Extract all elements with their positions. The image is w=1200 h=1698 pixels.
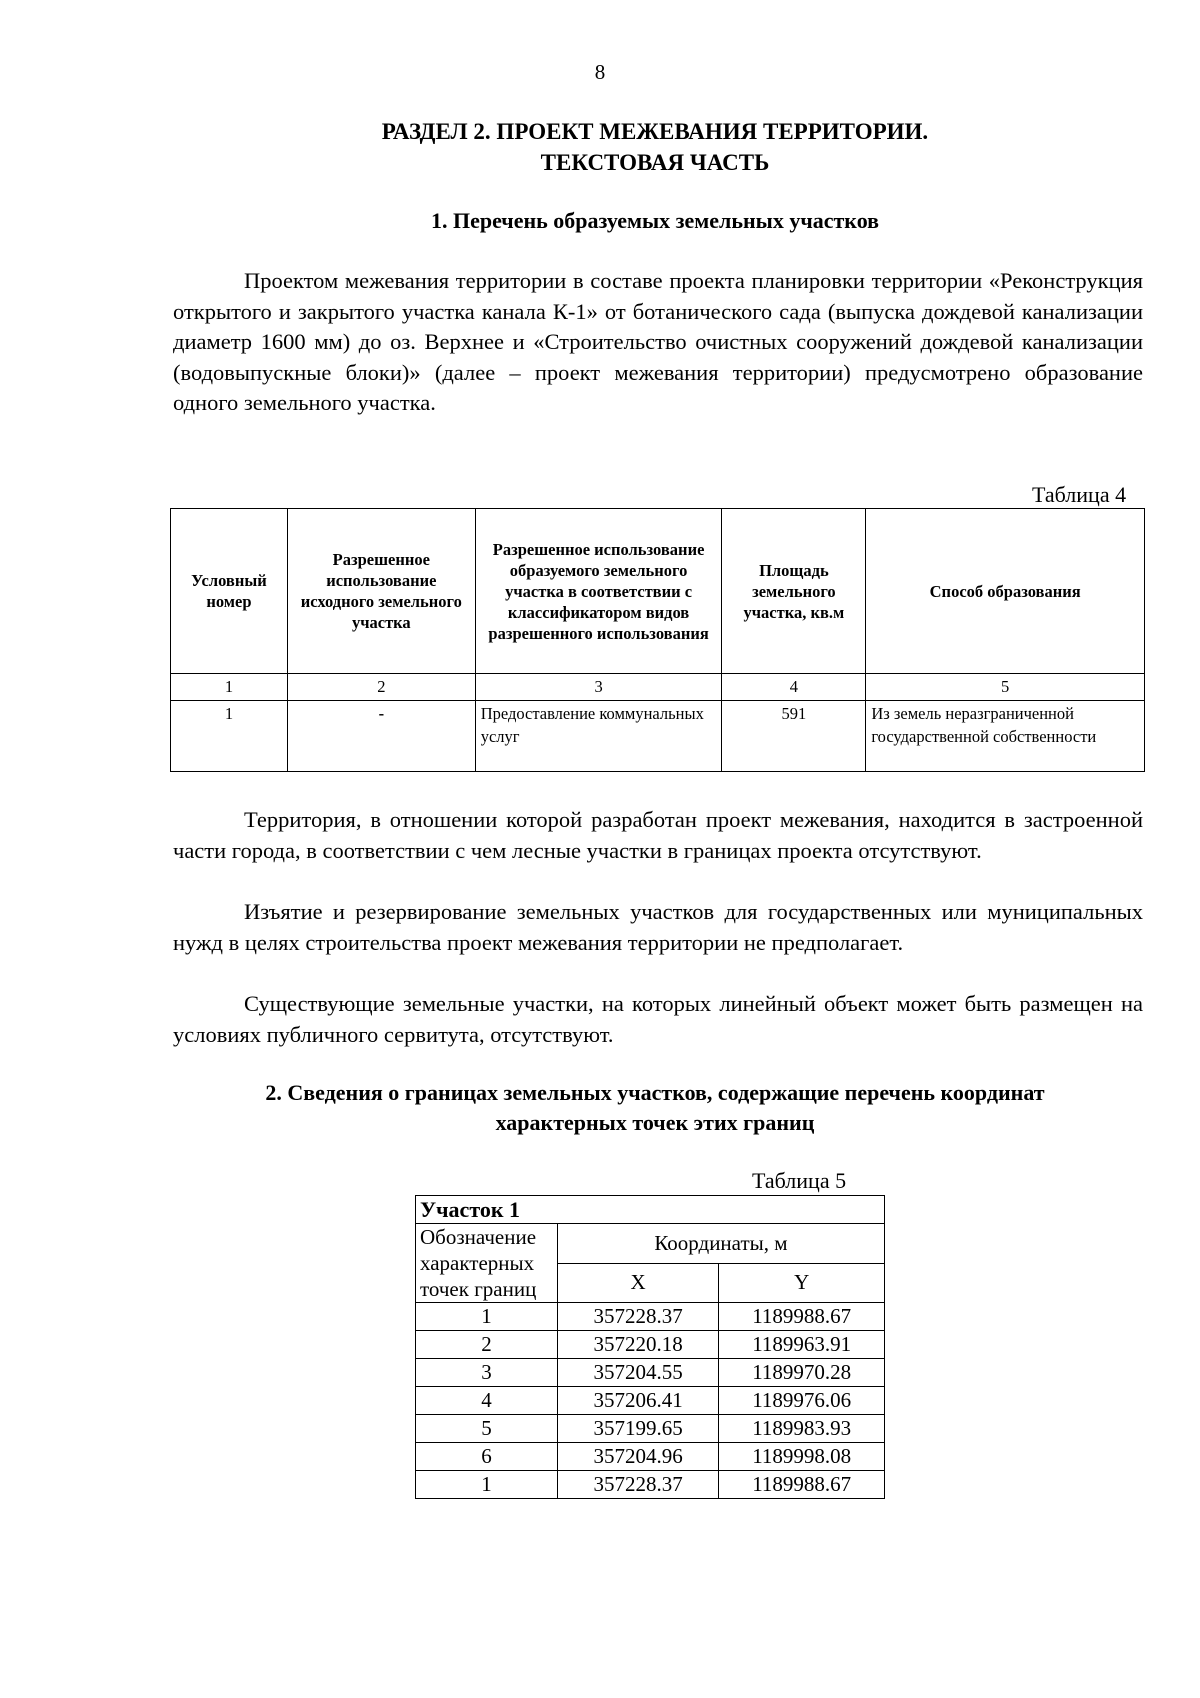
table5-y: 1189988.67 bbox=[719, 1471, 885, 1499]
table5-row bbox=[416, 1443, 885, 1471]
table5-plot-row bbox=[416, 1196, 885, 1224]
table5-y: 1189976.06 bbox=[719, 1387, 885, 1415]
table5-point: 6 bbox=[416, 1443, 558, 1471]
table5-point: 3 bbox=[416, 1359, 558, 1387]
table5-point: 1 bbox=[416, 1471, 558, 1499]
section-title-line2: ТЕКСТОВАЯ ЧАСТЬ bbox=[540, 150, 770, 175]
section-title bbox=[170, 116, 1140, 178]
table4-column-numbers-row bbox=[171, 674, 1145, 701]
table4-header-row bbox=[171, 509, 1145, 674]
table5-y: 1189970.28 bbox=[719, 1359, 885, 1387]
table5-y: 1189988.67 bbox=[719, 1303, 885, 1331]
table4 bbox=[170, 508, 1145, 772]
table4-cell-source-use: - bbox=[287, 701, 475, 772]
page-number: 8 bbox=[594, 60, 606, 84]
subsection2-title-line1: 2. Сведения о границах земельных участков, содержащие перечень координат bbox=[265, 1080, 1045, 1105]
table4-header-cell: Разрешенное использование исходного земельного участка bbox=[287, 509, 475, 674]
subsection2-title-line2: характерных точек этих границ bbox=[495, 1110, 815, 1135]
table5-point: 5 bbox=[416, 1415, 558, 1443]
table5-point-label-line2: характерных bbox=[420, 1251, 535, 1275]
table5-y-label: Y bbox=[719, 1263, 885, 1303]
table5-point: 2 bbox=[416, 1331, 558, 1359]
table5-coords-label: Координаты, м bbox=[557, 1224, 884, 1264]
subsection1-title: 1. Перечень образуемых земельных участков bbox=[430, 208, 880, 233]
table5-x: 357228.37 bbox=[557, 1471, 719, 1499]
table4-header-cell: Условный номер bbox=[171, 509, 288, 674]
table4-column-number: 5 bbox=[866, 674, 1145, 701]
paragraph-intro: Проектом межевания территории в составе проекта планировки территории «Реконструкция открытого и закрытого участка канала К-1» от ботанического сада (выпуска дождевой канализации диаметр 1600 мм) до оз. Верхнее и «Строительство очистных сооружений дождевой канализации (водовыпускные блоки)» (далее – проект межевания территории) предусмотрено образование одного земельного участка. bbox=[173, 268, 1143, 415]
table5-point-label-line1: Обозначение bbox=[420, 1225, 537, 1249]
table5-row bbox=[416, 1303, 885, 1331]
table5-point: 4 bbox=[416, 1387, 558, 1415]
table4-cell-new-use: Предоставление коммунальных услуг bbox=[475, 701, 722, 772]
table5-x-label: X bbox=[557, 1263, 719, 1303]
table4-column-number: 1 bbox=[171, 674, 288, 701]
paragraph-servitude: Существующие земельные участки, на которых линейный объект может быть размещен на условиях публичного сервитута, отсутствуют. bbox=[173, 991, 1143, 1047]
table5-row bbox=[416, 1415, 885, 1443]
table5-x: 357220.18 bbox=[557, 1331, 719, 1359]
table4-data-row bbox=[171, 701, 1145, 772]
table5-x: 357204.55 bbox=[557, 1359, 719, 1387]
table4-column-number: 4 bbox=[722, 674, 866, 701]
table5-header-row bbox=[416, 1224, 885, 1264]
section-title-line1: РАЗДЕЛ 2. ПРОЕКТ МЕЖЕВАНИЯ ТЕРРИТОРИИ. bbox=[381, 119, 929, 144]
table4-column-number: 3 bbox=[475, 674, 722, 701]
table4-header-cell: Площадь земельного участка, кв.м bbox=[722, 509, 866, 674]
paragraph-withdrawal: Изъятие и резервирование земельных участков для государственных или муниципальных нужд в целях строительства проект межевания территории не предполагает. bbox=[173, 899, 1143, 955]
table5-row bbox=[416, 1387, 885, 1415]
table5-x: 357206.41 bbox=[557, 1387, 719, 1415]
subsection2-title bbox=[170, 1078, 1140, 1138]
table4-cell-number: 1 bbox=[171, 701, 288, 772]
table4-header-cell: Разрешенное использование образуемого земельного участка в соответствии с классификатором видов разрешенного использования bbox=[475, 509, 722, 674]
table5-x: 357199.65 bbox=[557, 1415, 719, 1443]
table4-header-cell: Способ образования bbox=[866, 509, 1145, 674]
paragraph-territory: Территория, в отношении которой разработан проект межевания, находится в застроенной части города, в соответствии с чем лесные участки в границах проекта отсутствуют. bbox=[173, 807, 1143, 863]
table5-x: 357228.37 bbox=[557, 1303, 719, 1331]
table5-point: 1 bbox=[416, 1303, 558, 1331]
table5-y: 1189983.93 bbox=[719, 1415, 885, 1443]
table4-column-number: 2 bbox=[287, 674, 475, 701]
table5-row bbox=[416, 1331, 885, 1359]
table5-row bbox=[416, 1471, 885, 1499]
table4-cell-area: 591 bbox=[722, 701, 866, 772]
table5 bbox=[415, 1195, 885, 1499]
table5-caption: Таблица 5 bbox=[752, 1168, 847, 1193]
table5-x: 357204.96 bbox=[557, 1443, 719, 1471]
table4-cell-method: Из земель неразграниченной государственной собственности bbox=[866, 701, 1145, 772]
table5-point-label bbox=[416, 1224, 558, 1303]
table4-caption: Таблица 4 bbox=[1032, 482, 1127, 507]
table5-point-label-line3: точек границ bbox=[420, 1277, 537, 1301]
table5-row bbox=[416, 1359, 885, 1387]
table5-y: 1189963.91 bbox=[719, 1331, 885, 1359]
table5-plot-label: Участок 1 bbox=[416, 1196, 885, 1224]
table5-y: 1189998.08 bbox=[719, 1443, 885, 1471]
